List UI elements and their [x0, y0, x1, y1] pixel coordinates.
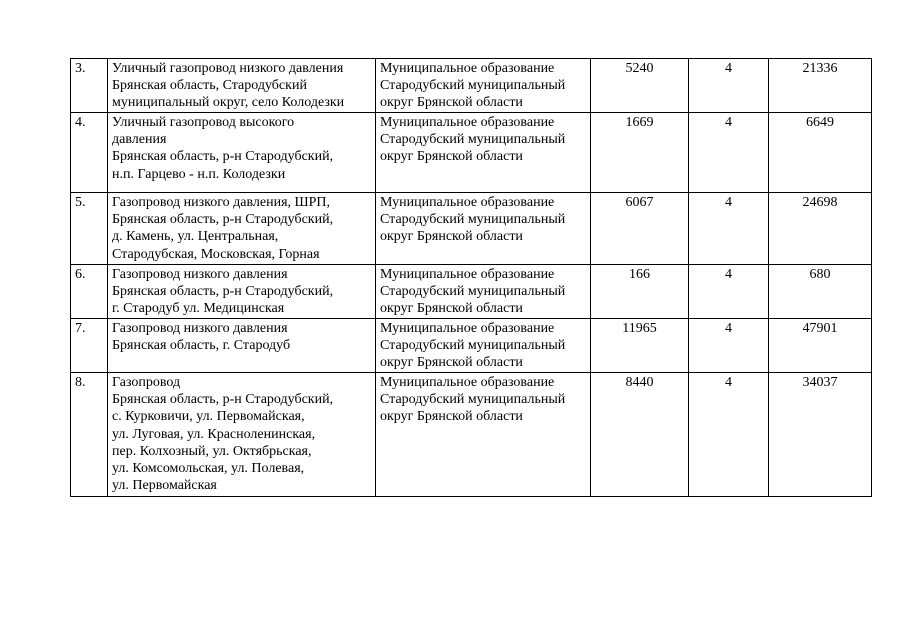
object-description: Уличный газопровод высокого давления Брянская область, р-н Стародубский, н.п. Гарцево - н.п. Колодезки [108, 113, 376, 193]
object-description: Уличный газопровод низкого давления Брянская область, Стародубский муниципальный округ, село Колодезки [108, 59, 376, 113]
amount-value: 21336 [769, 59, 872, 113]
category-value: 4 [689, 193, 769, 265]
category-value: 4 [689, 59, 769, 113]
amount-value: 24698 [769, 193, 872, 265]
row-number: 8. [71, 373, 108, 497]
row-number: 3. [71, 59, 108, 113]
owner-name: Муниципальное образование Стародубский муниципальный округ Брянской области [376, 59, 591, 113]
category-value: 4 [689, 113, 769, 193]
category-value: 4 [689, 265, 769, 319]
owner-name: Муниципальное образование Стародубский муниципальный округ Брянской области [376, 193, 591, 265]
row-number: 7. [71, 319, 108, 373]
length-value: 11965 [591, 319, 689, 373]
amount-value: 47901 [769, 319, 872, 373]
owner-name: Муниципальное образование Стародубский муниципальный округ Брянской области [376, 113, 591, 193]
table-row [71, 113, 872, 193]
length-value: 166 [591, 265, 689, 319]
object-description: Газопровод Брянская область, р-н Стародубский, с. Курковичи, ул. Первомайская, ул. Луговая, ул. Красноленинская, пер. Колхозный, ул. Октябрьская, ул. Комсомольская, ул. Полевая, ул. Первомайская [108, 373, 376, 497]
length-value: 1669 [591, 113, 689, 193]
category-value: 4 [689, 373, 769, 497]
length-value: 8440 [591, 373, 689, 497]
object-description: Газопровод низкого давления, ШРП, Брянская область, р-н Стародубский, д. Камень, ул. Центральная, Стародубская, Московская, Горная [108, 193, 376, 265]
table-row [71, 59, 872, 113]
row-number: 4. [71, 113, 108, 193]
length-value: 5240 [591, 59, 689, 113]
length-value: 6067 [591, 193, 689, 265]
row-number: 6. [71, 265, 108, 319]
table-row [71, 193, 872, 265]
owner-name: Муниципальное образование Стародубский муниципальный округ Брянской области [376, 265, 591, 319]
object-description: Газопровод низкого давления Брянская область, р-н Стародубский, г. Стародуб ул. Медицинская [108, 265, 376, 319]
table-row [71, 265, 872, 319]
amount-value: 34037 [769, 373, 872, 497]
table-row [71, 319, 872, 373]
amount-value: 6649 [769, 113, 872, 193]
row-number: 5. [71, 193, 108, 265]
category-value: 4 [689, 319, 769, 373]
owner-name: Муниципальное образование Стародубский муниципальный округ Брянской области [376, 319, 591, 373]
gas-pipeline-table [70, 58, 872, 497]
amount-value: 680 [769, 265, 872, 319]
table-row [71, 373, 872, 497]
object-description: Газопровод низкого давления Брянская область, г. Стародуб [108, 319, 376, 373]
owner-name: Муниципальное образование Стародубский муниципальный округ Брянской области [376, 373, 591, 497]
